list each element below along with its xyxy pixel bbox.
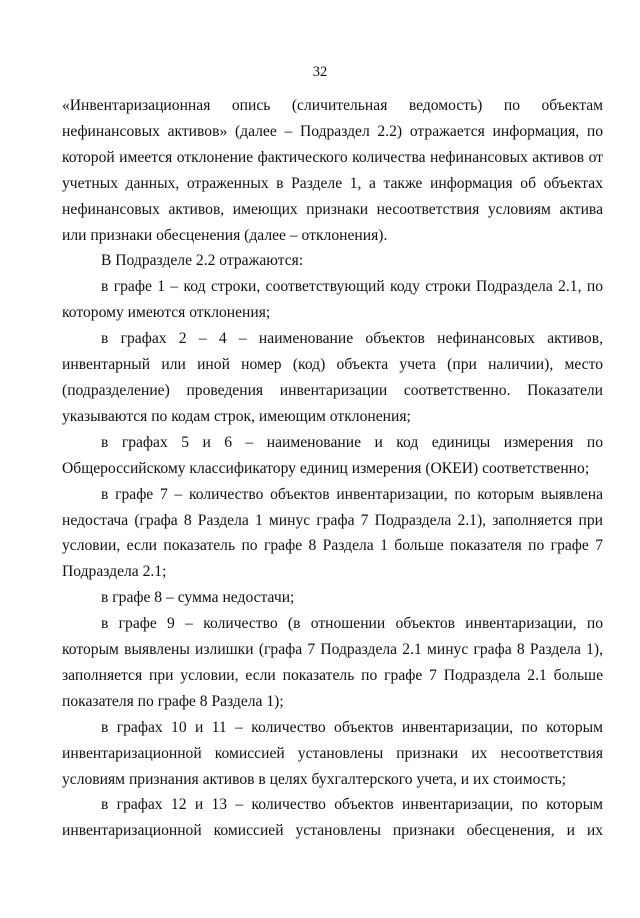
paragraph: в графе 7 – количество объектов инвентаризации, по которым выявлена недостача (графа 8 Раздела 1 минус графа 7 Подраздела 2.1), заполняется при условии, если показатель по графе 8 Раздела 1 больше показателя по графе 7 Подраздела 2.1; xyxy=(62,485,603,581)
paragraph: в графах 12 и 13 – количество объектов инвентаризации, по которым инвентаризационной комиссией установлены признаки обесценения, и их xyxy=(62,796,603,840)
page-number: 32 xyxy=(312,64,328,80)
paragraph: в графах 5 и 6 – наименование и код единицы измерения по Общероссийскому классификатору единиц измерения (ОКЕИ) соответственно; xyxy=(62,433,603,477)
paragraph: «Инвентаризационная опись (сличительная ведомость) по объектам нефинансовых активов» (далее – Подраздел 2.2) отражается информация, по которой имеется отклонение фактического количества нефинансовых активов от учетных данных, отраженных в Разделе 1, а также информация об объектах нефинансовых активов, имеющих признаки несоответствия условиям актива или признаки обесценения (далее – отклонения). xyxy=(62,97,603,244)
paragraph: В Подразделе 2.2 отражаются: xyxy=(101,252,304,270)
paragraph: в графе 8 – сумма недостачи; xyxy=(101,589,295,607)
body-text xyxy=(62,93,603,844)
paragraph: в графе 9 – количество (в отношении объектов инвентаризации, по которым выявлены излишки (графа 7 Подраздела 2.1 минус графа 8 Раздела 1), заполняется при условии, если показатель по графе 7 Подраздела 2.1 больше показателя по графе 8 Раздела 1); xyxy=(62,615,603,710)
paragraph: в графе 1 – код строки, соответствующий коду строки Подраздела 2.1, по которому имеются отклонения; xyxy=(62,278,603,322)
paragraph: в графах 2 – 4 – наименование объектов нефинансовых активов, инвентарный или иной номер (код) объекта учета (при наличии), место (подразделение) проведения инвентаризации соответственно. Показатели указываются по кодам строк, имеющим отклонения; xyxy=(62,330,603,425)
paragraph: в графах 10 и 11 – количество объектов инвентаризации, по которым инвентаризационной комиссией установлены признаки их несоответствия условиям признания активов в целях бухгалтерского учета, и их стоимость; xyxy=(62,718,603,788)
